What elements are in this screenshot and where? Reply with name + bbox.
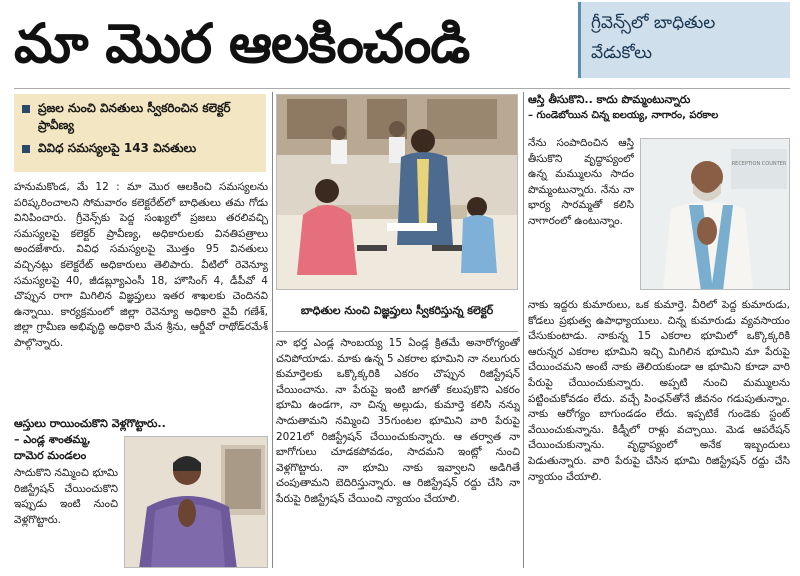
highlights-box [14,94,266,172]
sign-text: RECEPTION COUNTER [731,161,787,167]
byline-place: దామెర మండలం [14,449,87,462]
elderly-man-illustration [641,139,790,290]
article-column-3b: నాకు ఇద్దరు కుమారులు, ఒక కుమార్తె. వీరిలో పెద్ద కుమారుడు, కోడలు ప్రభుత్వ ఉపాధ్యాయులు. చిన్న కుమారుడు వ్యవసాయం చేసుకుంటాడు. నాకున్న 15 ఎకరాల భూమిలో ఒక్కొక్కరికి ఆరున్నర ఎకరాల భూమిని ఇచ్చి మిగిలిన భూమిని మా పేరుపై చేయించమని అంటే నాకు తెలియకుండా ఆ భూమిని కూడా వారి పేరుపై చేయించుకున్నారు. అప్పటి నుంచి మమ్ములను పట్టించుకోవడం లేదు. వచ్చే పింఛన్‌తోనే జీవనం గడుపుతున్నాం. నాకు ఆరోగ్యం బాగుండడం లేదు. ఇప్పటికే గుండెకు స్టంట్ వేయించుకున్నాను. కిడ్నీలో రాళ్లు వచ్చాయి. మెడ ఆపరేషన్ చేయించుకున్నాను. వృద్ధాప్యంలో అనేక ఇబ్బందులు పెడుతున్నారు. వారి పేరుపై చేసిన భూమి రిజిస్ట్రేషన్ రద్దు చేసి న్యాయం చేయాలి. [528,299,790,483]
highlight-text: వివిధ సమస్యలపై 143 వినతులు [38,141,197,155]
elderly-woman-photo [124,436,268,568]
byline-name: – ఎండ్ల శాంతమ్మ, [14,433,91,446]
elderly-woman-illustration [125,437,268,568]
column-divider [523,92,524,568]
kicker-line-2: వేడుకోలు [591,43,653,63]
article-column-3a: నేను సంపాదించిన ఆస్తి తీసుకొని వృద్ధాప్యంలో ఉన్న మమ్ములను సాదం పొమ్మంటున్నారు. నేను నా భార్య సారమ్మతో కలిసి నాగారంలో ఉంటున్నాం. [528,137,634,227]
bullet-icon [22,105,30,113]
elderly-man-photo [640,138,790,290]
column-divider [272,92,273,568]
collector-photo [276,94,518,290]
photo-caption: బాధితుల నుంచి విజ్ఞప్తులు స్వీకరిస్తున్న కలెక్టర్ [276,292,518,332]
kicker-line-1: గ్రీవెన్స్‌లో బాధితుల [591,13,716,33]
article-column-2: నా భర్త ఎండ్ల సాంబయ్య 15 ఏండ్ల క్రితమే అనారోగ్యంతో చనిపోయాడు. మాకు ఉన్న 5 ఎకరాల భూమిని నా నలుగురు కుమార్తెలకు ఒక్కొక్కరికి ఎకరం చొప్పున రిజిస్ట్రేషన్ చేయించాను. నా పేరుపై ఇంటి జాగతో కలుపుకొని ఎకరం భూమి ఉండగా, నా చిన్న అల్లుడు, కుమార్తె కలిసి నన్ను సాదుతామని నమ్మించి 35గుంటల భూమిని వారి పేరుపై 2021లో రిజిస్ట్రేషన్ చేయించుకున్నారు. ఆ తర్వాత నా బాగోగులు చూడకపోవడం, సాదమని ఇంట్లో నుంచి వెళ్లగొట్టారు. నా భూమి నాకు ఇవ్వాలని అడిగితే చంపుతామని బెదిరిస్తున్నారు. ఆ రిజిస్ట్రేషన్ రద్దు చేసి నా పేరుపై రిజిస్ట్రేషన్ చేయించి న్యాయం చేయాలి. [276,337,520,505]
sub-heading-2: ఆస్తి తీసుకొని.. కాదు పొమ్మంటున్నారు [528,93,691,106]
headline: మా మొర ఆలకించండి [14,12,470,75]
bullet-icon [22,145,30,153]
highlight-item [22,140,258,157]
highlight-item [22,100,258,134]
kicker-box [578,2,790,78]
collector-photo-illustration [277,95,518,290]
sub-heading-title: ఆస్తులు రాయించుకొని వెళ్లగొట్టారు.. [14,417,166,430]
article-column-1b: సాదుకొని నమ్మించి భూమి రిజిస్ట్రేషన్ చేయించుకొని ఇప్పుడు ఇంటి నుంచి వెళ్లగొట్టారు. [14,467,118,526]
highlight-text: ప్రజల నుంచి వినతులు స్వీకరించిన కలెక్టర్ ప్రావీణ్య [38,101,231,132]
byline-2: – గుండెబోయిన చిన్న ఐలయ్య, నాగారం, పరకాల [528,110,719,121]
article-column-1: హనుమకొండ, మే 12 : మా మొర ఆలకించి సమస్యలను పరిష్కరించాలని సోమవారం కలెక్టరేట్‌లో బాధితులు తమ గోడు వినిపించారు. గ్రీవెన్స్‌కు పెద్ద సంఖ్యలో ప్రజలు తరలివచ్చి సమస్యలపై కలెక్టర్ ప్రావీణ్య, అధికారులకు వినతిపత్రాలు అందజేశారు. వివిధ సమస్యలపై మొత్తం 95 వినతులు వచ్చినట్లు కలెక్టరేట్ అధికారులు తెలిపారు. వీటిలో రెవెన్యూ సమస్యలపై 40, జీడబ్ల్యూఎంసీ 18, హౌసింగ్ 4, డీపీవో 4 చొప్పున రాగా మిగిలిన విజ్ఞప్తులు ఇతర శాఖలకు చెందినవి ఉన్నాయి. కార్యక్రమంలో జిల్లా రెవెన్యూ అధికారి వైవీ గణేశ్, జిల్లా గ్రామీణ అభివృద్ధి అధికారి మేన శ్రీను, ఆర్డీవో రాథోడ్‌రమేశ్ పాల్గొన్నారు. [14,181,268,349]
headline-rule [14,88,790,89]
